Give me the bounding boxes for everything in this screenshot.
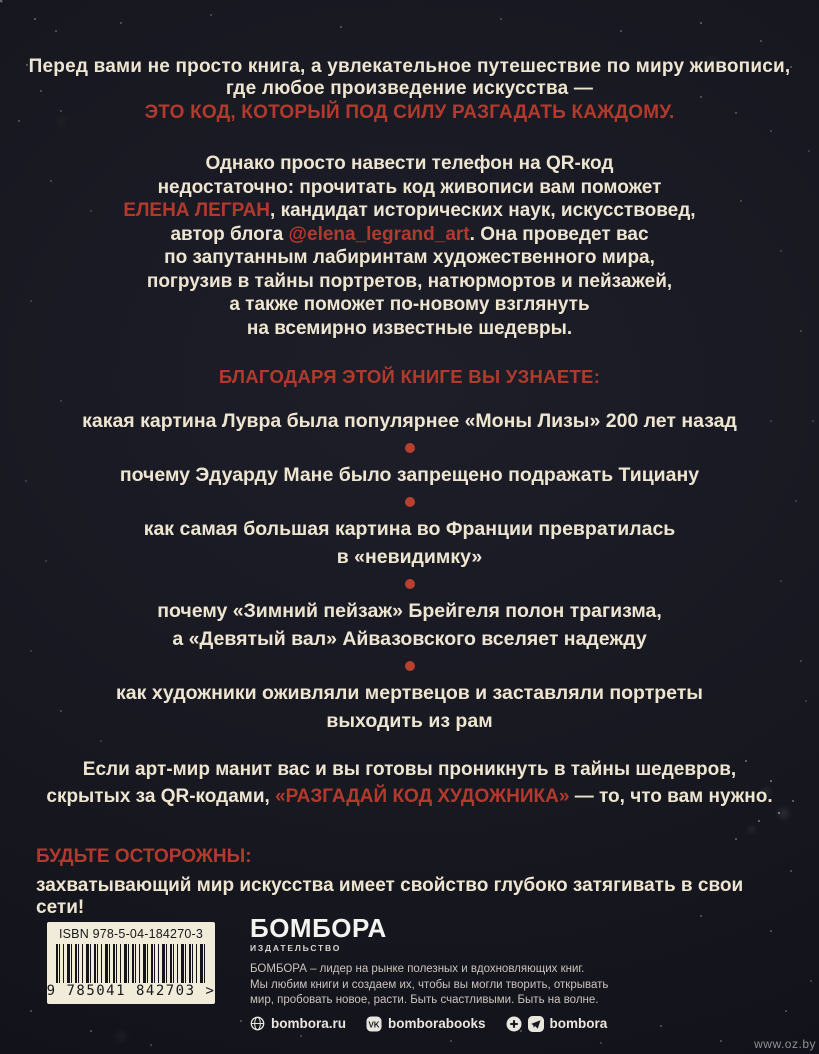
publisher-website-link [250,1016,346,1031]
cta-line-2 [0,783,819,810]
publisher-desc-line-3: мир, пробовать новое, расти. Быть счастливыми. Быть на волне. [250,994,599,1006]
about-line-7: а также поможет по-новому взглянуть [229,294,590,315]
publisher-vk-link [366,1016,486,1032]
intro-line-2: где любое произведение искусства — [225,77,594,99]
about-line-3-rest: , кандидат исторических наук, искусствовед, [270,200,696,221]
publisher-website-label: bombora.ru [271,1016,347,1031]
publisher-block [250,914,700,1032]
bullet-icon [405,497,415,507]
about-line-3 [0,199,819,223]
learn-item-5 [0,679,819,735]
cta-line-2-rest: — то, что вам нужно. [569,786,773,807]
about-line-8: на всемирно известные шедевры. [246,317,573,339]
intro-section [0,56,819,124]
warning-text: захватывающий мир искусства имеет свойство глубоко затягивать в свои сети! [36,875,744,918]
about-line-1: Однако просто навести телефон на QR-код [205,153,614,174]
learn-item-3-line-2: в «невидимку» [336,546,483,568]
publisher-description [250,962,700,1009]
svg-text:VK: VK [368,1019,380,1029]
about-line-6: погрузив в тайны портретов, натюрмортов и пейзажей, [146,270,673,292]
publisher-social-label: bombora [549,1016,608,1031]
barcode-digits: 9 785041 842703 > [46,983,216,999]
author-blog-handle: @elena_legrand_art [288,223,470,245]
publisher-desc-line-2: Мы любим книги и создаем их, чтобы вы могли творить, открывать [250,978,609,991]
learn-item-2: почему Эдуарду Мане было запрещено подражать Тициану [119,464,700,486]
plus-icon [506,1016,522,1032]
about-line-4-rest: . Она проведет вас [469,223,649,245]
learn-item-5-line-1: как художники оживляли мертвецов и заставляли портреты [116,682,703,704]
publisher-logo: БОМБОРА [250,913,387,943]
cta-line-2-pre: скрытых за QR-кодами, [46,786,276,807]
learn-heading: БЛАГОДАРЯ ЭТОЙ КНИГЕ ВЫ УЗНАЕТЕ: [218,366,601,387]
learn-item-1: какая картина Лувра была популярнее «Моны Лизы» 200 лет назад [82,410,737,432]
barcode-bars-icon [56,944,206,983]
about-line-4-pre: автор блога [170,223,289,245]
shop-watermark: www.oz.by [754,1037,816,1051]
about-author-section [0,152,819,340]
learn-item-5-line-2: выходить из рам [326,710,493,732]
learn-item-4 [0,597,819,653]
vk-icon [366,1016,382,1032]
cta-line-1: Если арт-мир манит вас и вы готовы проникнуть в тайны шедевров, [82,759,737,780]
learn-item-3-line-1: как самая большая картина во Франции превратилась [143,518,676,540]
about-line-2: недостаточно: прочитать код живописи вам поможет [157,176,662,198]
learn-list-section [0,366,819,735]
publisher-links-row [250,1016,700,1032]
intro-highlight: ЭТО КОД, КОТОРЫЙ ПОД СИЛУ РАЗГАДАТЬ КАЖДОМУ. [144,102,675,123]
telegram-icon [528,1016,544,1032]
about-line-4 [0,223,819,247]
publisher-vk-label: bomborabooks [388,1016,486,1031]
book-title: «РАЗГАДАЙ КОД ХУДОЖНИКА» [275,786,570,807]
learn-item-3 [0,515,819,571]
warning-section [36,846,796,919]
bullet-icon [405,443,415,453]
about-line-5: по запутанным лабиринтам художественного мира, [164,247,655,268]
bullet-icon [405,579,415,589]
publisher-desc-line-1: БОМБОРА – лидер на рынке полезных и вдохновляющих книг. [250,963,585,975]
globe-icon [250,1016,265,1031]
warning-heading: БУДЬТЕ ОСТОРОЖНЫ: [36,846,252,867]
cta-section [0,756,819,810]
learn-item-4-line-2: а «Девятый вал» Айвазовского вселяет надежду [172,628,647,650]
intro-line-1: Перед вами не просто книга, а увлекательное путешествие по миру живописи, [28,56,791,77]
bullet-icon [405,661,415,671]
publisher-social-link [506,1016,608,1032]
isbn-number: ISBN 978-5-04-184270-3 [58,927,204,941]
author-name: ЕЛЕНА ЛЕГРАН [123,200,271,221]
barcode [47,922,215,1004]
learn-item-4-line-1: почему «Зимний пейзаж» Брейгеля полон трагизма, [157,600,662,622]
publisher-subtitle: ИЗДАТЕЛЬСТВО [250,943,342,953]
